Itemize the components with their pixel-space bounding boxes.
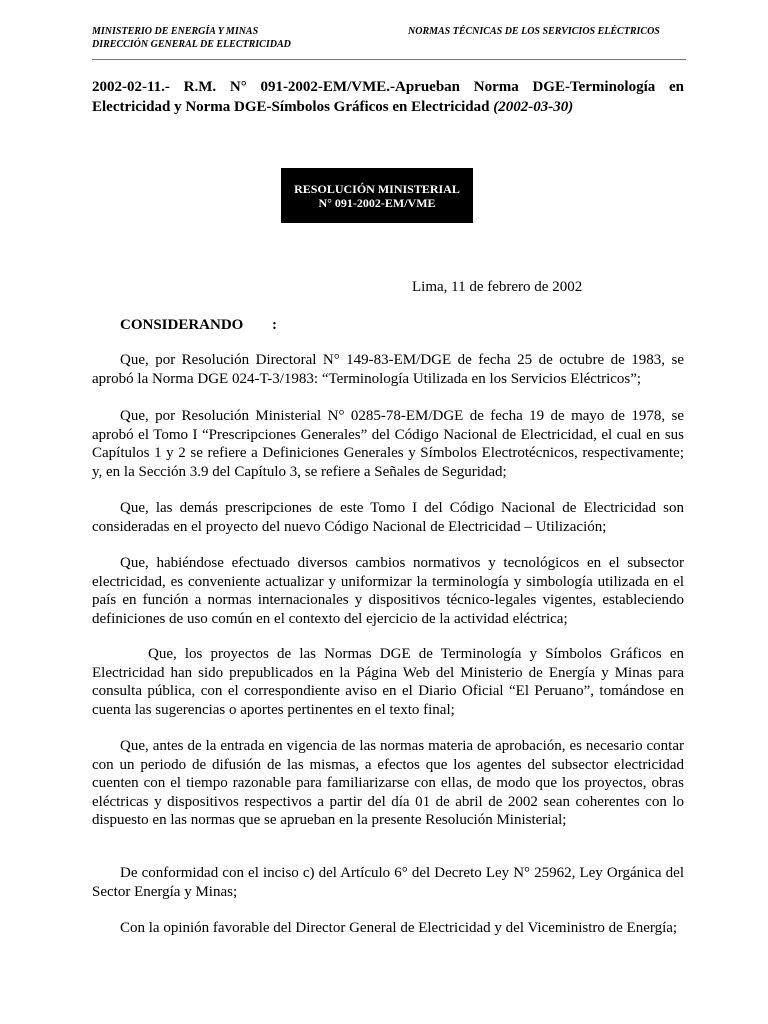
paragraph-text: Que, habiéndose efectuado diversos cambios normativos y tecnológicos en el subsector electricidad, es conveniente actualizar y uniformizar la terminología y simbología utilizada en el país en función a normas internacionales y dispositivos técnico-legales vigentes, estableciendo definiciones de uso común en el contexto del ejercicio de la actividad eléctrica;: [92, 555, 684, 627]
paragraph: [92, 554, 684, 628]
paragraph: [92, 499, 684, 536]
resolution-box: [281, 168, 473, 223]
considerando-label: CONSIDERANDO: [120, 317, 244, 333]
header-ministry-line2: DIRECCIÓN GENERAL DE ELECTRICIDAD: [92, 39, 291, 50]
title-date: (2002-03-30): [493, 99, 574, 115]
header-ministry: [92, 25, 291, 51]
considerando-colon: :: [272, 317, 277, 333]
paragraph: [92, 919, 684, 938]
resolution-line2: N° 091-2002-EM/VME: [318, 195, 436, 210]
paragraph-text: Que, por Resolución Ministerial N° 0285-78-EM/DGE de fecha 19 de mayo de 1978, se aprobó el Tomo I “Prescripciones Generales” del Código Nacional de Electricidad, el cual en sus Capítulos 1 y 2 se refiere a Definiciones Generales y Símbolos Electrotécnicos, respectivamente; y, en la Sección 3.9 del Capítulo 3, se refiere a Señales de Seguridad;: [92, 408, 684, 480]
paragraph-text: De conformidad con el inciso c) del Artículo 6° del Decreto Ley N° 25962, Ley Orgánica del Sector Energía y Minas;: [92, 865, 684, 900]
document-title: [92, 77, 684, 117]
paragraph: [92, 645, 684, 719]
paragraph: [92, 737, 684, 830]
paragraph-text: Con la opinión favorable del Director General de Electricidad y del Viceministro de Energía;: [120, 920, 678, 936]
paragraph-text: Que, los proyectos de las Normas DGE de Terminología y Símbolos Gráficos en Electricidad han sido prepublicados en la Página Web del Ministerio de Energía y Minas para consulta pública, con el correspondiente aviso en el Diario Oficial “El Peruano”, tomándose en cuenta las sugerencias o aportes pertinentes en el texto final;: [92, 646, 684, 718]
page-header: [92, 25, 686, 60]
paragraph: [92, 864, 684, 901]
paragraph-text: Que, las demás prescripciones de este Tomo I del Código Nacional de Electricidad son consideradas en el proyecto del nuevo Código Nacional de Electricidad – Utilización;: [92, 500, 684, 535]
place-date: Lima, 11 de febrero de 2002: [412, 279, 583, 295]
header-norms-title: NORMAS TÉCNICAS DE LOS SERVICIOS ELÉCTRICOS: [408, 26, 660, 37]
title-main: 2002-02-11.- R.M. N° 091-2002-EM/VME.-Aprueban Norma DGE-Terminología en Electricidad y Norma DGE-Símbolos Gráficos en Electricidad: [92, 79, 684, 115]
header-ministry-line1: MINISTERIO DE ENERGÍA Y MINAS: [92, 26, 259, 37]
paragraph-text: Que, antes de la entrada en vigencia de las normas materia de aprobación, es necesario contar con un periodo de difusión de las mismas, a efectos que los agentes del subsector electricidad cuenten con el tiempo razonable para familiarizarse con ellas, de modo que los proyectos, obras eléctricas y dispositivos respectivos a partir del día 01 de abril de 2002 sean coherentes con lo dispuesto en las normas que se aprueban en la presente Resolución Ministerial;: [92, 738, 684, 829]
paragraph: [92, 351, 684, 388]
considerando-heading: [120, 317, 277, 334]
paragraph-text: Que, por Resolución Directoral N° 149-83-EM/DGE de fecha 25 de octubre de 1983, se aprobó la Norma DGE 024-T-3/1983: “Terminología Utilizada en los Servicios Eléctricos”;: [92, 352, 684, 387]
resolution-line1: RESOLUCIÓN MINISTERIAL: [294, 181, 460, 196]
paragraph: [92, 407, 684, 481]
